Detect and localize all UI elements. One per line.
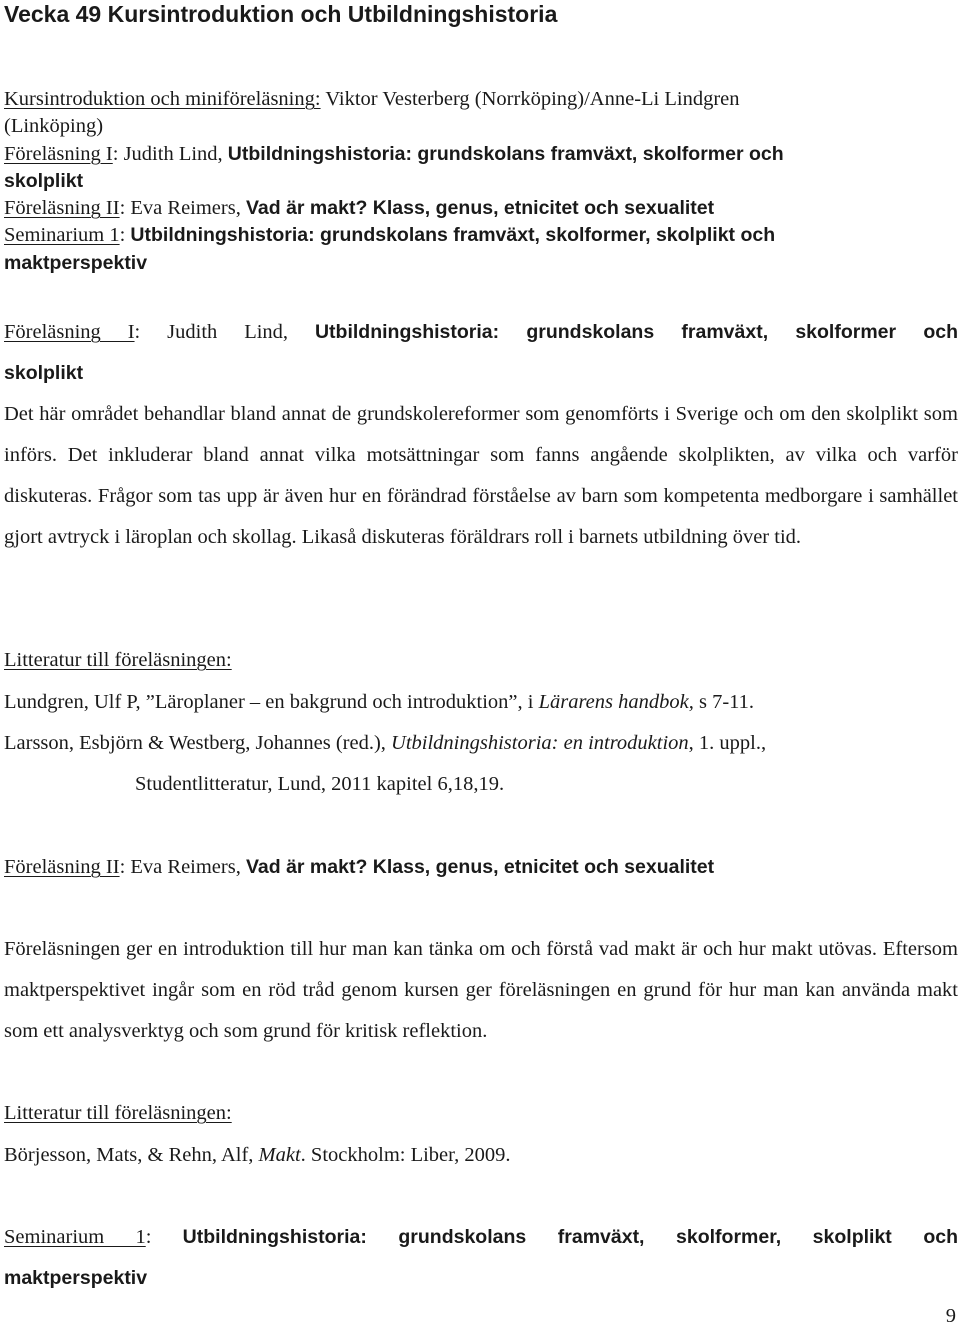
lecture1-reference-2 — [4, 723, 958, 764]
overview-intro-line-2: (Linköping) — [4, 115, 104, 138]
reference-title: Utbildningshistoria: en introduktion — [391, 732, 689, 754]
seminar-section-title-2: maktperspektiv — [4, 1267, 148, 1289]
reference-title: Lärarens handbok, — [538, 691, 694, 713]
intro-text: Viktor Vesterberg (Norrköping)/Anne-Li Lindgren — [320, 88, 740, 110]
lecture1-section-label: Föreläsning I — [4, 321, 135, 343]
lecture1-speaker: : Judith Lind, — [112, 142, 228, 165]
seminar-colon: : — [119, 224, 131, 247]
lecture1-label: Föreläsning I — [4, 142, 113, 165]
lecture1-heading-cont — [4, 353, 958, 394]
seminar-heading — [4, 1217, 958, 1258]
lecture2-section-title: Vad är makt? Klass, genus, etnicitet och sexualitet — [245, 856, 715, 878]
reference-text: Larsson, Esbjörn & Westberg, Johannes (red.), — [4, 732, 392, 754]
lecture2-section-label: Föreläsning II — [4, 856, 120, 878]
seminar-section-colon: : — [145, 1226, 183, 1248]
lecture2-heading — [4, 847, 958, 888]
lecture1-reference-1 — [4, 682, 958, 723]
lecture1-section-speaker: : Judith Lind, — [134, 321, 315, 343]
lecture2-description: Föreläsningen ger en introduktion till hur man kan tänka om och förstå vad makt är och hur makt utövas. Eftersom maktperspektivet ingår som en röd tråd genom kursen ger föreläsningen en grund för hur man kan använda makt som ett analysverktyg och som grund för kritisk reflektion. — [4, 938, 958, 1042]
reference-text: Lundgren, Ulf P, ”Läroplaner – en bakgrund och introduktion”, i — [4, 691, 539, 713]
lecture1-reference-2-cont: Studentlitteratur, Lund, 2011 kapitel 6,18,19. — [135, 773, 505, 795]
lecture2-section-speaker: : Eva Reimers, — [119, 856, 246, 878]
lecture1-literature-label: Litteratur till föreläsningen: — [4, 649, 232, 671]
overview-seminar-title-2: maktperspektiv — [4, 251, 148, 274]
lecture1-literature-heading — [4, 640, 958, 681]
lecture2-speaker: : Eva Reimers, — [119, 197, 246, 220]
lecture2-reference-1 — [4, 1135, 958, 1176]
lecture1-description: Det här området behandlar bland annat de grundskolereformer som genomförts i Sverige och om den skolplikt som införs. Det inkluderar bland annat vilka motsättningar som fanns angående skolplikten, av vilka och varför diskuteras. Frågor som tas upp är även hur en förändrad förståelse av barn som kompetenta medborgare i samhället gjort avtryck i läroplan och skollag. Likaså diskuteras föräldrars roll i barnets utbildning över tid. — [4, 403, 958, 548]
reference-title: Makt — [258, 1144, 301, 1166]
overview-lecture1-line — [4, 141, 958, 168]
lecture1-heading — [4, 312, 958, 353]
seminar-heading-cont — [4, 1258, 958, 1299]
page-number: 9 — [945, 1305, 956, 1327]
reference-pages: s 7-11. — [693, 691, 755, 713]
seminar-label: Seminarium 1 — [4, 224, 120, 247]
lecture1-section-title: Utbildningshistoria: grundskolans framväxt, skolformer och — [314, 321, 958, 343]
overview-lecture1-title-2: skolplikt — [4, 169, 84, 192]
intro-label: Kursintroduktion och miniföreläsning: — [4, 88, 321, 110]
reference-edition: , 1. uppl., — [688, 732, 767, 754]
overview-intro-line — [4, 86, 958, 113]
reference-publisher: . Stockholm: Liber, 2009. — [300, 1144, 511, 1166]
seminar-section-title: Utbildningshistoria: grundskolans framväxt, skolformer, skolplikt och — [182, 1226, 958, 1248]
seminar-section-label: Seminarium 1 — [4, 1226, 146, 1248]
lecture1-title: Utbildningshistoria: grundskolans framväxt, skolformer och — [227, 142, 784, 165]
overview-lecture2-line — [4, 195, 958, 222]
seminar-title: Utbildningshistoria: grundskolans framväxt, skolformer, skolplikt och — [130, 224, 776, 247]
lecture2-title: Vad är makt? Klass, genus, etnicitet och sexualitet — [245, 197, 715, 220]
overview-block — [4, 86, 958, 277]
lecture1-section-title-2: skolplikt — [4, 362, 84, 384]
overview-seminar-line — [4, 222, 958, 249]
lecture2-label: Föreläsning II — [4, 197, 120, 220]
lecture2-literature-label: Litteratur till föreläsningen: — [4, 1102, 232, 1124]
reference-text: Börjesson, Mats, & Rehn, Alf, — [4, 1144, 259, 1166]
lecture2-literature-heading — [4, 1093, 958, 1134]
page-title: Vecka 49 Kursintroduktion och Utbildningshistoria — [4, 1, 558, 27]
